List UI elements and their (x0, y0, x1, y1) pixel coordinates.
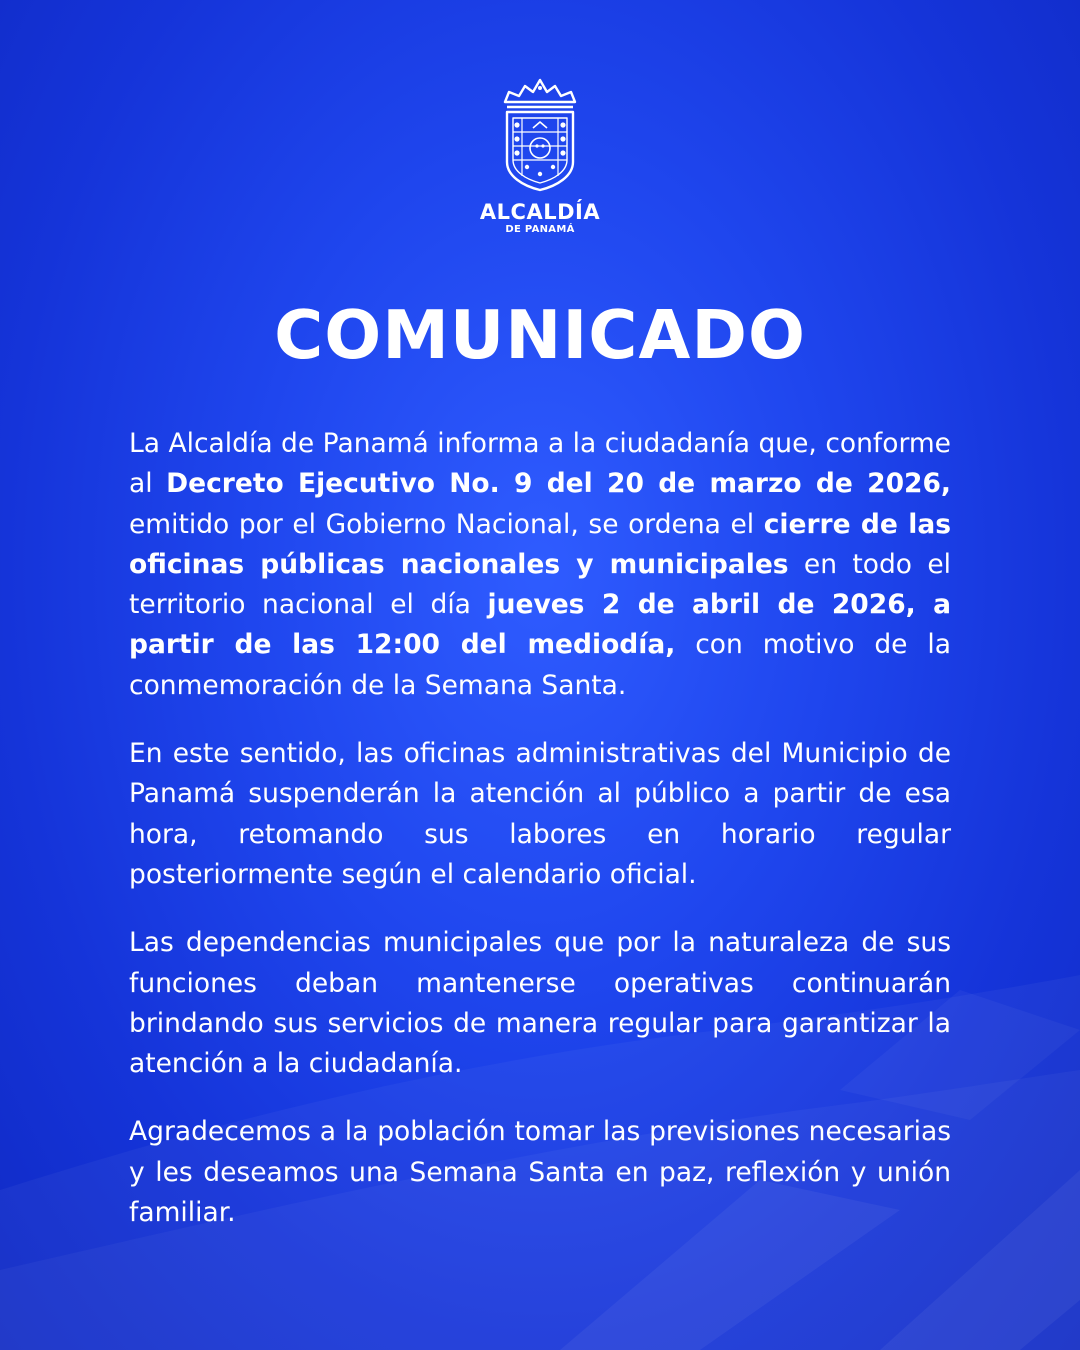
paragraph-closing-wishes: Agradecemos a la población tomar las previsiones necesarias y les deseamos una Semana Santa en paz, reflexión y unión familiar. (129, 1116, 951, 1229)
decree-text-scope: en todo el territorio nacional el día (129, 548, 951, 621)
office-closure-notice: cierre de las oficinas públicas nacionales y municipales (129, 508, 951, 580)
decree-reference: Decreto Ejecutivo No. 9 del 20 de marzo de 2026, (166, 468, 951, 500)
logo-name: ALCALDÍA (479, 200, 601, 224)
paragraph-operating-services: Las dependencias municipales que por la naturaleza de sus funciones deban mantenerse operativas continuarán brindando sus servicios de manera regular para garantizar la atención a la ciudadanía. (129, 927, 951, 1080)
logo-subname: DE PANAMÁ (505, 224, 575, 235)
closure-date-time: jueves 2 de abril de 2026, a partir de las 12:00 del mediodía, (129, 589, 951, 661)
logo (0, 76, 1080, 236)
decree-text-issuer: emitido por el Gobierno Nacional, se ordena el (129, 508, 764, 540)
page-title: COMUNICADO (274, 296, 806, 374)
announcement-body (129, 424, 951, 1261)
coat-of-arms-icon (497, 76, 583, 194)
decree-text-reason: con motivo de la conmemoración de la Semana Santa. (129, 629, 951, 701)
decree-text-intro: La Alcaldía de Panamá informa a la ciudadanía que, conforme al (129, 428, 951, 500)
paragraph-suspension: En este sentido, las oficinas administrativas del Municipio de Panamá suspenderán la atención al público a partir de esa hora, retomando sus labores en horario regular posteriormente según el calendario oficial. (129, 738, 951, 890)
paragraph-decree (129, 424, 951, 706)
